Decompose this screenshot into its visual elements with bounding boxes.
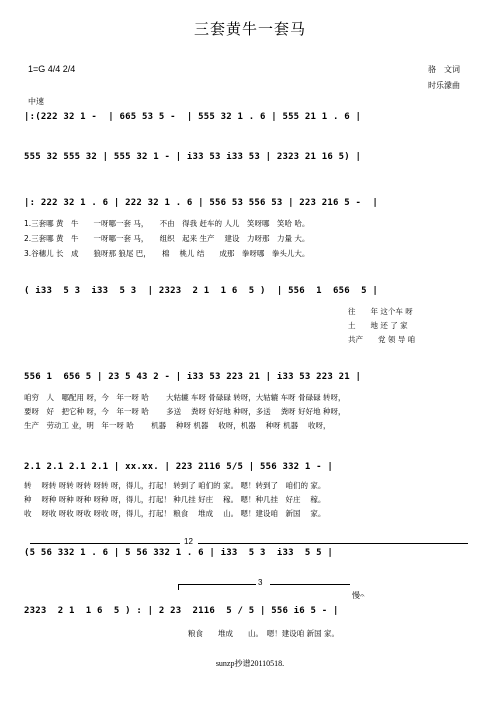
lyric-verse-2-a: 2.三套哪 黄 牛 一呀哪一套 马， 组织 起来 生产 建设 力呀那 力量 大。 — [24, 234, 310, 243]
notation-row-2: 555 32 555 32 | 555 32 1 - | i33 53 i33 53 | 2323 21 16 5) | — [24, 152, 362, 162]
notation-row-1: |:(222 32 1 - | 665 53 5 - | 555 32 1 . 6 | 555 21 1 . 6 | — [24, 112, 362, 122]
lyric-verse-3-b: 共产 党 领 导 咱 — [348, 335, 416, 344]
lyric-verse-2-c: 要呀 好 把它种 呀，今 年一呀 哈 多送 粪呀 好好地 种呀，多送 粪呀 好好地 种呀， — [24, 407, 346, 416]
lyric-final: 粮食 堆成 山。 嗯！建设咱 新国 家。 — [188, 629, 340, 638]
notation-row-7: (5 56 332 1 . 6 | 5 56 332 1 . 6 | i33 5 3 i33 5 5 | — [24, 548, 334, 558]
notation-row-6: 2.1 2.1 2.1 2.1 | xx.xx. | 223 2116 5/5 | 556 332 1 - | — [24, 462, 334, 472]
slow-tempo-marker: 慢𝄐 — [352, 591, 365, 600]
interlude-bracket-line-right — [198, 543, 468, 544]
notation-row-4: ( i33 5 3 i33 5 3 | 2323 2 1 1 6 5 ) | 556 1 656 5 | — [24, 286, 378, 296]
verse-count-marker: 12 — [184, 537, 193, 546]
transcriber-signature: sunzp抄谱20110518. — [215, 659, 285, 668]
lyricist-credit: 骆 文词 — [428, 65, 460, 74]
ending-bracket-tick — [178, 584, 179, 590]
notation-row-8: 2323 2 1 1 6 5 ) : | 2 23 2116 5 / 5 | 556 i6 5 - | — [24, 606, 339, 616]
key-signature: 1=G 4/4 2/4 — [28, 64, 76, 74]
song-title: 三套黄牛一套马 — [193, 20, 306, 38]
lyric-verse-2-b: 土 地 还 了 家 — [348, 321, 408, 330]
lyric-verse-1-a: 1.三套哪 黄 牛 一呀哪一套 马， 不由 得我 赶车的 人儿 笑呀哪 笑哈 哈。 — [24, 219, 310, 228]
ending-marker: 3 — [258, 578, 263, 587]
lyric-verse-3-c: 生产 劳动工 业，明 年一呀 哈 机器 种呀 机器 收呀，机器 种呀 机器 收呀， — [24, 421, 331, 430]
interlude-bracket-line-left — [30, 543, 180, 544]
tempo-marking: 中速 — [28, 97, 44, 106]
lyric-verse-3-d: 收 呀收 呀收 呀收 呀收 呀，得儿，打起！ 粮食 堆成 山。 嗯！建设咱 新国 家。 — [24, 509, 326, 518]
ending-bracket-line-right — [270, 584, 350, 585]
lyric-verse-1-d: 转 呀转 呀转 呀转 呀转 呀，得儿，打起！ 转到了 咱们的 家。 嗯！转到了 咱们的 家。 — [24, 481, 326, 490]
notation-row-5: 556 1 656 5 | 23 5 43 2 - | i33 53 223 21 | i33 53 223 21 | — [24, 372, 362, 382]
lyric-verse-1-b: 往 年 这个车 呀 — [348, 307, 413, 316]
notation-row-3: |: 222 32 1 . 6 | 222 32 1 . 6 | 556 53 556 53 | 223 216 5 - | — [24, 198, 378, 208]
lyric-verse-1-c: 咱穷 人 哪配用 呀，今 年一呀 哈 大轱辘 车呀 骨碌碌 转呀，大轱辘 车呀 骨碌碌 转呀， — [24, 393, 346, 402]
composer-credit: 时乐濛曲 — [428, 81, 460, 90]
lyric-verse-3-a: 3.谷穗儿 长 成 狼呀那 狼尾 巴， 棉 桃儿 结 成那 拳呀哪 拳头儿大。 — [24, 249, 310, 258]
lyric-verse-2-d: 种 呀种 呀种 呀种 呀种 呀，得儿，打起！ 种几挂 好庄 稼。 嗯！种几挂 好庄 稼。 — [24, 495, 326, 504]
ending-bracket-line-left — [178, 584, 256, 585]
